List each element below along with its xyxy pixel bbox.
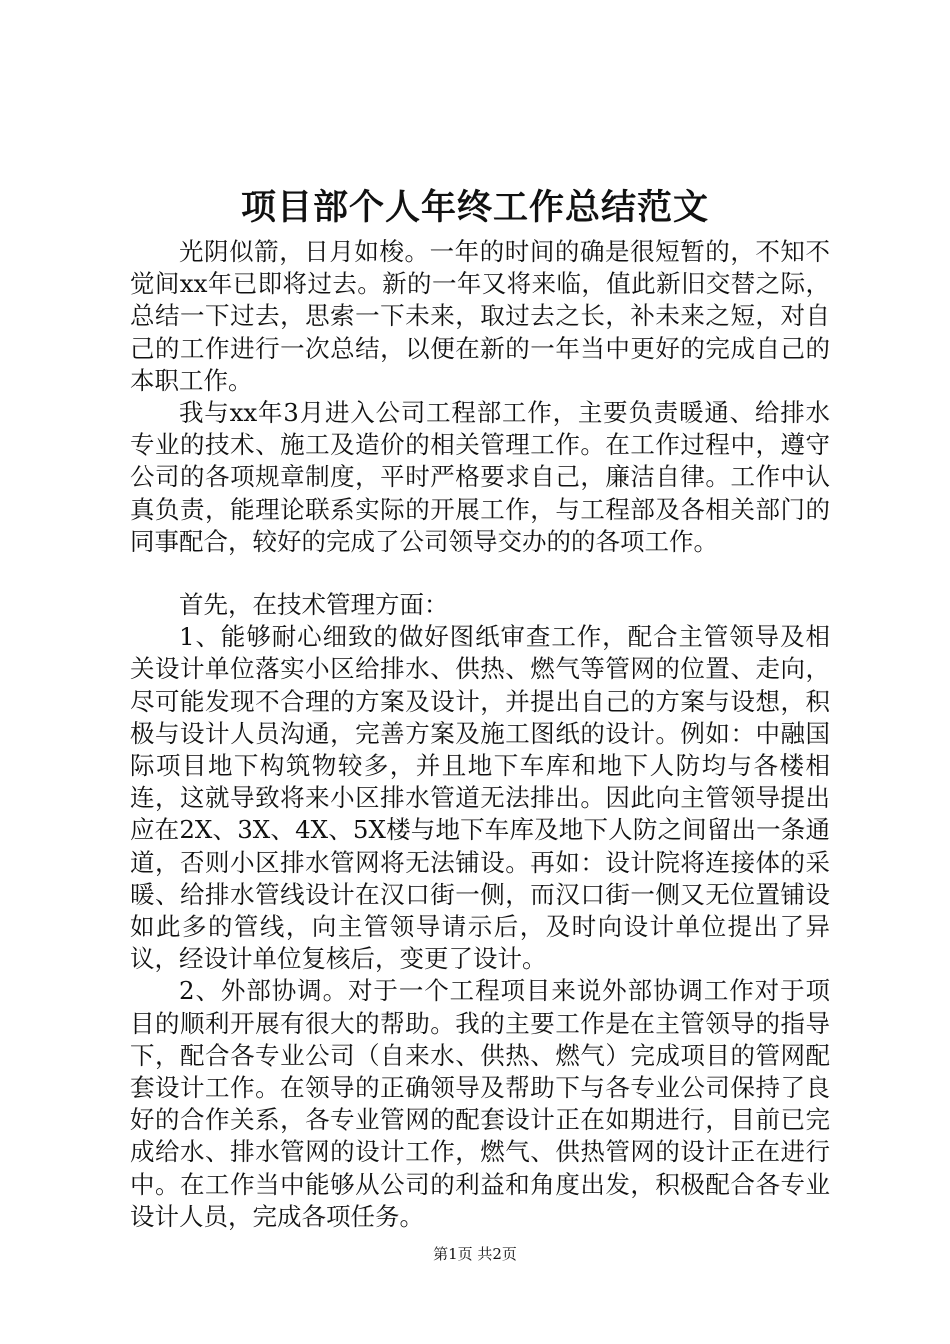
paragraph-technical-heading: 首先，在技术管理方面：	[179, 590, 449, 620]
document-body	[130, 236, 830, 1233]
document-title: 项目部个人年终工作总结范文	[240, 187, 709, 228]
paragraph-intro: 光阴似箭，日月如梭。一年的时间的确是很短暂的，不知不觉间xx年已即将过去。新的一年又将来临，值此新旧交替之际，总结一下过去，思索一下未来，取过去之长，补未来之短，对自己的工作进行一次总结，以便在新的一年当中更好的完成自己的本职工作。	[130, 237, 830, 395]
paragraph-external-coordination: 2、外部协调。对于一个工程项目来说外部协调工作对于项目的顺利开展有很大的帮助。我的主要工作是在主管领导的指导下，配合各专业公司（自来水、供热、燃气）完成项目的管网配套设计工作。在领导的正确领导及帮助下与各专业公司保持了良好的合作关系，各专业管网的配套设计正在如期进行，目前已完成给水、排水管网的设计工作，燃气、供热管网的设计正在进行中。在工作当中能够从公司的利益和角度出发，积极配合各专业设计人员，完成各项任务。	[130, 976, 830, 1231]
paragraph-drawing-review: 1、能够耐心细致的做好图纸审查工作，配合主管领导及相关设计单位落实小区给排水、供热、燃气等管网的位置、走向，尽可能发现不合理的方案及设计，并提出自己的方案与设想，积极与设计人员沟通，完善方案及施工图纸的设计。例如：中融国际项目地下构筑物较多，并且地下车库和地下人防均与各楼相连，这就导致将来小区排水管道无法排出。因此向主管领导提出应在2X、3X、4X、5X楼与地下车库及地下人防之间留出一条通道，否则小区排水管网将无法铺设。再如：设计院将连接体的采暖、给排水管线设计在汉口街一侧，而汉口街一侧又无位置铺设如此多的管线，向主管领导请示后，及时向设计单位提出了异议，经设计单位复核后，变更了设计。	[130, 622, 830, 974]
paragraph-work-overview: 我与xx年3月进入公司工程部工作，主要负责暖通、给排水专业的技术、施工及造价的相关管理工作。在工作过程中，遵守公司的各项规章制度，平时严格要求自己，廉洁自律。工作中认真负责，能理论联系实际的开展工作，与工程部及各相关部门的同事配合，较好的完成了公司领导交办的的各项工作。	[130, 398, 830, 556]
page-number-footer: 第1页 共2页	[433, 1245, 517, 1263]
